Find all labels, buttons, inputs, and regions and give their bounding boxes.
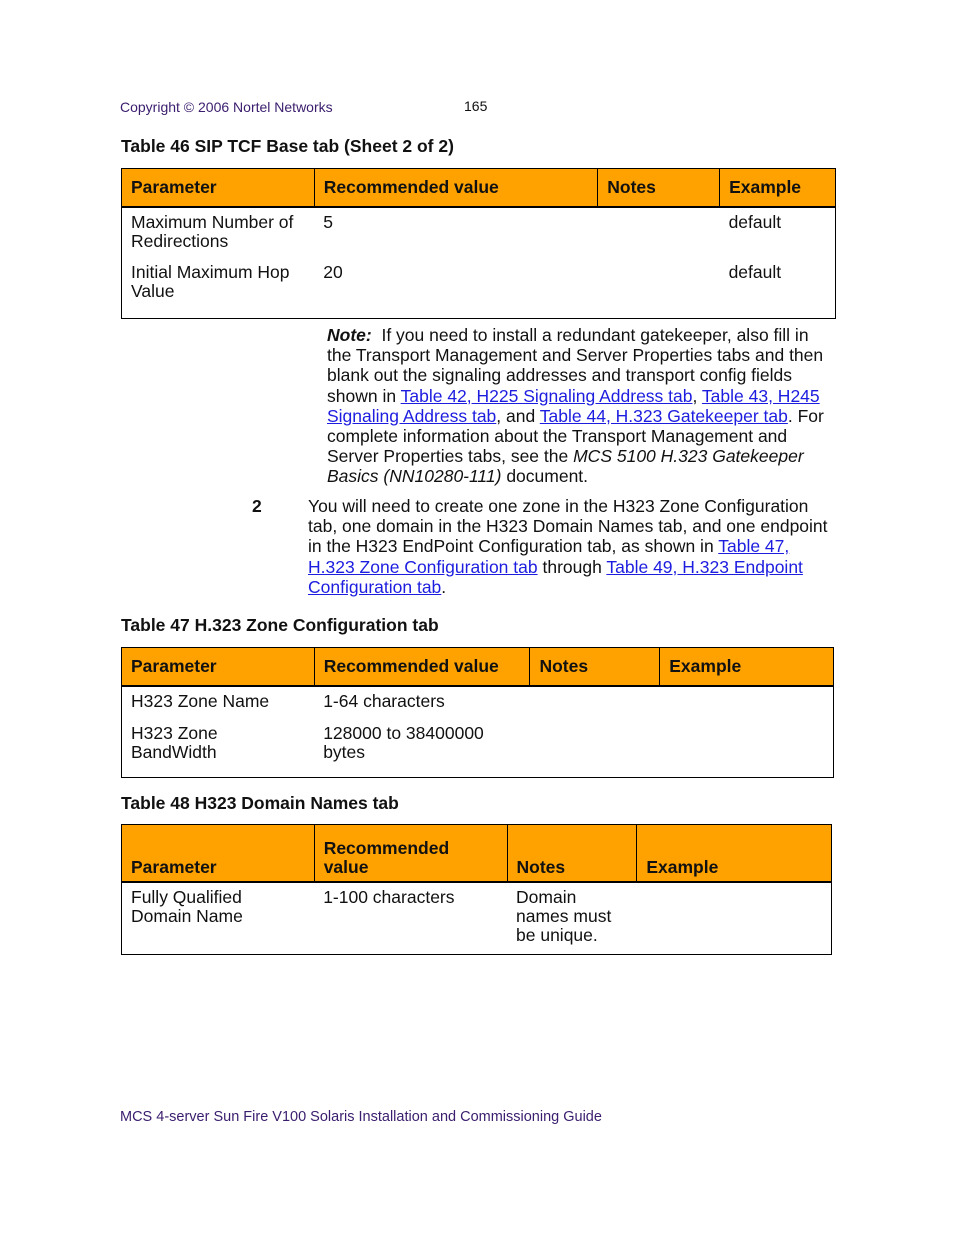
step-number: 2	[252, 496, 262, 516]
link-table-47[interactable]: Table 47, H.323 Zone Configuration tab	[308, 536, 790, 577]
column-header-notes: Notes	[507, 825, 637, 882]
column-header-notes: Notes	[530, 648, 660, 686]
document-title: MCS 5100 H.323 Gatekeeper Basics (NN10280-111)	[327, 446, 804, 487]
link-table-49[interactable]: Table 49, H.323 Endpoint Configuration tab	[308, 556, 803, 597]
note-label: Note:	[327, 325, 372, 345]
cell-example	[637, 882, 832, 955]
cell-parameter: Maximum Number of Redirections	[131, 211, 294, 251]
cell-example	[660, 686, 834, 724]
cell-recommended-value: 5	[323, 211, 333, 232]
cell-notes	[530, 724, 660, 778]
column-header-notes: Notes	[598, 169, 720, 207]
cell-notes	[598, 207, 720, 263]
cell-parameter: Initial Maximum Hop Value	[131, 261, 290, 301]
cell-parameter: Fully Qualified Domain Name	[131, 886, 243, 926]
note-text: ,	[692, 385, 698, 406]
cell-example: default	[728, 261, 782, 282]
column-header-parameter: Parameter	[122, 648, 315, 686]
table-46-caption: Table 46 SIP TCF Base tab (Sheet 2 of 2)	[121, 136, 454, 156]
column-header-example: Example	[720, 169, 836, 207]
footer-document-title: MCS 4-server Sun Fire V100 Solaris Installation and Commissioning Guide	[120, 1109, 602, 1125]
cell-recommended-value: 1-100 characters	[323, 886, 455, 907]
table-48-caption: Table 48 H323 Domain Names tab	[121, 793, 399, 813]
step-text: through	[542, 556, 602, 577]
table-47-caption: Table 47 H.323 Zone Configuration tab	[121, 615, 439, 635]
table-row	[122, 263, 836, 319]
table-row	[122, 686, 834, 724]
cell-notes: Domain names must be unique.	[516, 886, 612, 945]
note-text: . For complete information about the Transport Management and Server Properties tabs, see the	[327, 405, 824, 467]
note-text: If you need to install a redundant gatekeeper, also fill in the Transport Management and Server Properties tabs and then blank out the signaling addresses and transport config fields shown in	[327, 325, 824, 406]
cell-example	[660, 724, 834, 778]
table-row	[122, 207, 836, 263]
copyright-notice: Copyright © 2006 Nortel Networks	[120, 99, 333, 115]
cell-parameter: H323 Zone Name	[131, 690, 270, 711]
cell-recommended-value: 128000 to 38400000 bytes	[323, 722, 484, 762]
link-table-44[interactable]: Table 44, H.323 Gatekeeper tab	[539, 405, 788, 426]
cell-recommended-value: 1-64 characters	[323, 690, 445, 711]
column-header-recommended-value: Recommended value	[314, 825, 507, 882]
note-paragraph	[327, 325, 832, 487]
link-table-42[interactable]: Table 42, H225 Signaling Address tab	[400, 385, 693, 406]
cell-parameter: H323 Zone BandWidth	[131, 722, 218, 762]
cell-example: default	[728, 211, 782, 232]
table-47	[121, 647, 834, 778]
column-header-recommended-value: Recommended value	[314, 648, 530, 686]
column-header-example: Example	[637, 825, 832, 882]
step-2-paragraph	[308, 496, 834, 597]
column-header-recommended-value: Recommended value	[314, 169, 598, 207]
cell-notes	[530, 686, 660, 724]
cell-recommended-value: 20	[323, 261, 343, 282]
link-table-43[interactable]: Table 43, H245 Signaling Address tab	[327, 385, 820, 426]
table-row	[122, 724, 834, 778]
step-text: .	[441, 576, 447, 597]
step-text: You will need to create one zone in the H323 Zone Configuration tab, one domain in the H323 Domain Names tab, and one endpoint in the H323 EndPoint Configuration tab, as shown in	[308, 496, 828, 557]
table-48	[121, 824, 832, 955]
cell-notes	[598, 263, 720, 319]
note-text: , and	[496, 405, 536, 426]
note-text: document.	[506, 466, 589, 487]
column-header-parameter: Parameter	[122, 825, 315, 882]
column-header-example: Example	[660, 648, 834, 686]
page-number: 165	[464, 98, 488, 114]
table-row	[122, 882, 832, 955]
table-46	[121, 168, 836, 319]
column-header-parameter: Parameter	[122, 169, 315, 207]
